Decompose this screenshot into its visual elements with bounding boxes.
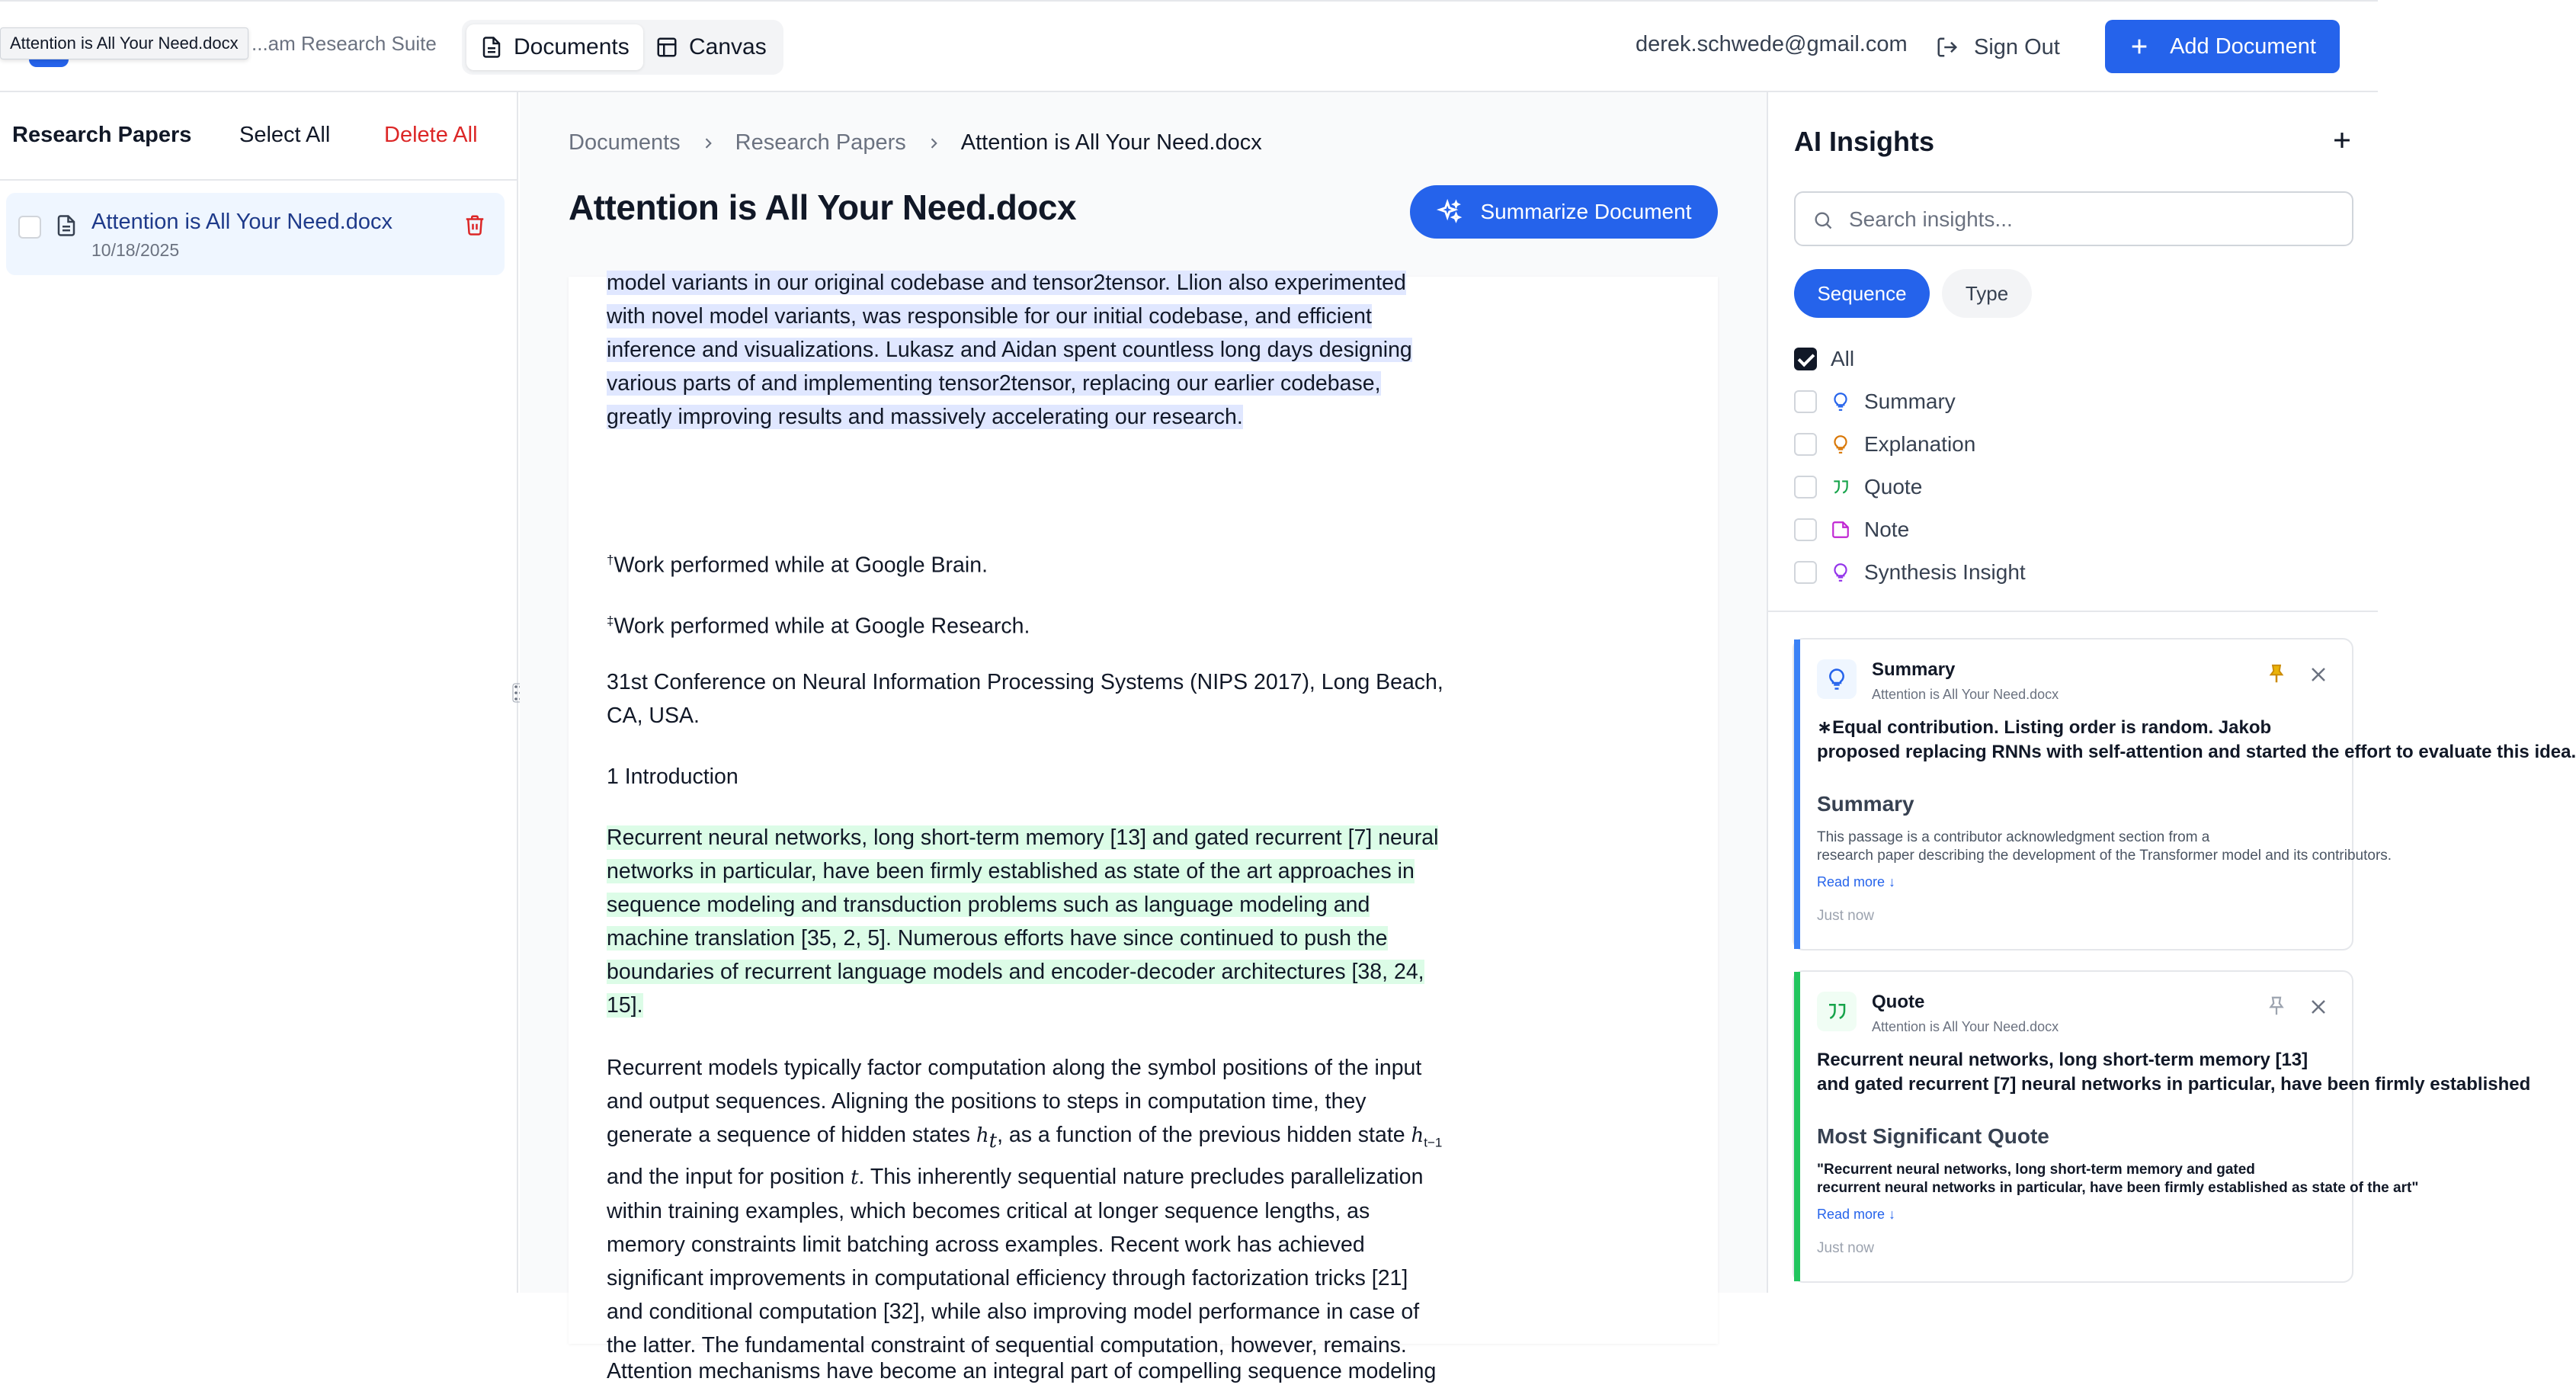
lightbulb-icon — [1825, 668, 1848, 691]
highlight-quote[interactable]: Recurrent neural networks, long short-term memory [13] and gated recurrent [7] neural networks in particular, have been firmly established as state of the art approaches in sequence modeling and transduction problems such as language modeling and machine translation [35, 2, 5]. Numerous efforts have since continued to push the boundaries of recurrent language models and encoder-decoder architectures [38, 24, 15]. — [607, 825, 1439, 1018]
filter-summary[interactable]: Summary — [1794, 386, 1956, 417]
insight-card-quote[interactable] — [1793, 970, 2531, 1283]
card-excerpt: Recurrent neural networks, long short-term memory [13] and gated recurrent [7] neural networks in particular, have been firmly established — [1817, 1050, 2531, 1095]
filter-checkbox[interactable] — [1794, 390, 1817, 413]
card-type-icon — [1817, 992, 1857, 1031]
search-icon — [1812, 210, 1834, 231]
close-icon[interactable] — [2309, 998, 2328, 1016]
pin-icon[interactable] — [2265, 662, 2288, 685]
card-accent — [1794, 640, 1800, 949]
document-name: Attention is All Your Need.docx — [91, 210, 392, 234]
card-timestamp: Just now — [1817, 1240, 1874, 1256]
filter-checkbox[interactable] — [1794, 348, 1817, 370]
document-viewer — [520, 92, 1767, 1383]
card-type-icon — [1817, 659, 1857, 699]
chevron-right-icon — [926, 136, 941, 151]
card-heading: Most Significant Quote — [1817, 1124, 2049, 1148]
document-checkbox[interactable] — [18, 216, 41, 239]
paragraph-attention: Attention mechanisms have become an integral part of compelling sequence modeling — [607, 1359, 1437, 1383]
card-type: Quote — [1872, 992, 1925, 1012]
card-excerpt: ∗Equal contribution. Listing order is random. Jakob proposed replacing RNNs with self-attention and started the effort to evaluate this idea. — [1817, 717, 2576, 762]
page-title: Attention is All Your Need.docx — [569, 188, 1077, 227]
paragraph-footnote-brain: †Work performed while at Google Brain. — [607, 553, 988, 578]
chip-sequence[interactable]: Sequence — [1794, 269, 1930, 318]
note-icon — [1831, 520, 1850, 540]
logout-icon — [1936, 36, 1959, 59]
paragraph-recurrent-models: Recurrent models typically factor computation along the symbol positions of the input and output sequences. Aligning the positions to steps in computation time, they generate a sequence of hidden states $h_t$, as a function of the previous hidden state $h_{t-1}$ and the input for position t. This inherently sequential nature precludes parallelization within training examples, which becomes critical at longer sequence lengths, as memory constraints limit batching across examples. Recent work has achieved significant improvements in computational efficiency through factorization tricks [21] and conditional computation [32], while also improving model performance in case of the latter. The fundamental constraint of sequential computation, however, remains. — [607, 1056, 1443, 1358]
panel-title: AI Insights — [1794, 126, 1935, 157]
delete-all-button[interactable]: Delete All — [384, 123, 478, 147]
search-box — [1794, 191, 2353, 246]
card-body: This passage is a contributor acknowledgment section from a research paper describing the development of the Transformer model and its contributors. — [1817, 829, 2392, 864]
card-body: "Recurrent neural networks, long short-term memory and gated recurrent neural networks in particular, have been firmly established as state of the art" — [1817, 1162, 2419, 1196]
card-heading: Summary — [1817, 792, 1914, 816]
filter-quote[interactable]: Quote — [1794, 472, 1922, 502]
insight-card-summary[interactable] — [1793, 638, 2576, 950]
paragraph-introduction — [607, 821, 1475, 1022]
app-name: ...am Research Suite — [252, 32, 437, 55]
lightbulb-icon — [1831, 392, 1850, 412]
breadcrumb-documents[interactable]: Documents — [569, 130, 681, 155]
tab-canvas[interactable] — [642, 24, 780, 70]
filter-checkbox[interactable] — [1794, 476, 1817, 498]
add-document-button[interactable] — [2105, 20, 2340, 73]
tab-canvas-label: Canvas — [689, 34, 767, 59]
card-timestamp: Just now — [1817, 908, 1874, 924]
document-icon — [480, 36, 503, 59]
tab-documents-label: Documents — [514, 34, 630, 59]
sidebar-header — [0, 92, 517, 181]
section-heading-introduction: 1 Introduction — [607, 765, 739, 789]
plus-icon — [2129, 36, 2150, 57]
select-all-button[interactable]: Select All — [239, 123, 331, 147]
breadcrumb — [569, 130, 1262, 155]
document-date: 10/18/2025 — [91, 240, 180, 260]
read-more-link[interactable]: Read more ↓ — [1817, 1207, 1896, 1222]
sparkles-icon — [1437, 199, 1463, 225]
ai-insights-panel — [1767, 92, 2576, 1293]
sign-out-button[interactable] — [1936, 24, 2060, 70]
summarize-document-button[interactable] — [1410, 185, 1718, 239]
plus-icon[interactable] — [2329, 127, 2355, 153]
layout-icon — [655, 36, 678, 59]
top-bar — [0, 0, 2378, 92]
summarize-label: Summarize Document — [1480, 200, 1692, 223]
filter-explanation[interactable]: Explanation — [1794, 429, 1975, 460]
quote-icon — [1825, 1000, 1848, 1023]
filter-synthesis-insight[interactable]: Synthesis Insight — [1794, 557, 2026, 588]
document-content[interactable] — [569, 271, 1718, 1383]
paragraph-contributions — [607, 266, 1475, 434]
filter-note[interactable]: Note — [1794, 514, 1909, 545]
trash-icon[interactable] — [463, 211, 486, 239]
filter-checkbox[interactable] — [1794, 433, 1817, 456]
chevron-right-icon — [700, 136, 716, 151]
paragraph-conference: 31st Conference on Neural Information Processing Systems (NIPS 2017), Long Beach, CA, USA. — [607, 670, 1443, 728]
add-document-label: Add Document — [2170, 34, 2316, 59]
view-switcher — [462, 20, 783, 75]
card-source: Attention is All Your Need.docx — [1872, 687, 2059, 702]
close-icon[interactable] — [2309, 665, 2328, 684]
highlight-summary[interactable]: model variants in our original codebase and tensor2tensor. Llion also experimented with novel model variants, was responsible for our initial codebase, and efficient inference and visualizations. Lukasz and Aidan spent countless long days designing various parts of and implementing tensor2tensor, replacing our earlier codebase, greatly improving results and massively accelerating our research. — [607, 271, 1412, 429]
breadcrumb-research-papers[interactable]: Research Papers — [735, 130, 906, 155]
divider — [1768, 611, 2378, 612]
read-more-link[interactable]: Read more ↓ — [1817, 874, 1896, 890]
lightbulb-icon — [1831, 563, 1850, 582]
document-icon — [55, 213, 78, 239]
card-source: Attention is All Your Need.docx — [1872, 1019, 2059, 1034]
filter-checkbox[interactable] — [1794, 518, 1817, 541]
sidebar-title: Research Papers — [12, 123, 192, 147]
paragraph-footnote-research: ‡Work performed while at Google Research. — [607, 614, 1030, 639]
breadcrumb-current: Attention is All Your Need.docx — [960, 130, 1262, 155]
chip-type[interactable]: Type — [1942, 269, 2032, 318]
tooltip: Attention is All Your Need.docx — [0, 27, 248, 59]
pin-icon[interactable] — [2265, 995, 2288, 1018]
quote-icon — [1831, 477, 1850, 497]
card-accent — [1794, 972, 1800, 1281]
user-email: derek.schwede@gmail.com — [1636, 32, 1908, 56]
filter-checkbox[interactable] — [1794, 561, 1817, 584]
sign-out-label: Sign Out — [1974, 34, 2060, 59]
search-input[interactable] — [1849, 204, 2337, 236]
documents-sidebar — [0, 92, 518, 1293]
document-list-item[interactable] — [6, 193, 505, 275]
lightbulb-icon — [1831, 434, 1850, 454]
card-type: Summary — [1872, 659, 1956, 680]
tab-documents[interactable] — [466, 24, 643, 70]
filter-all[interactable]: All — [1794, 344, 1854, 374]
